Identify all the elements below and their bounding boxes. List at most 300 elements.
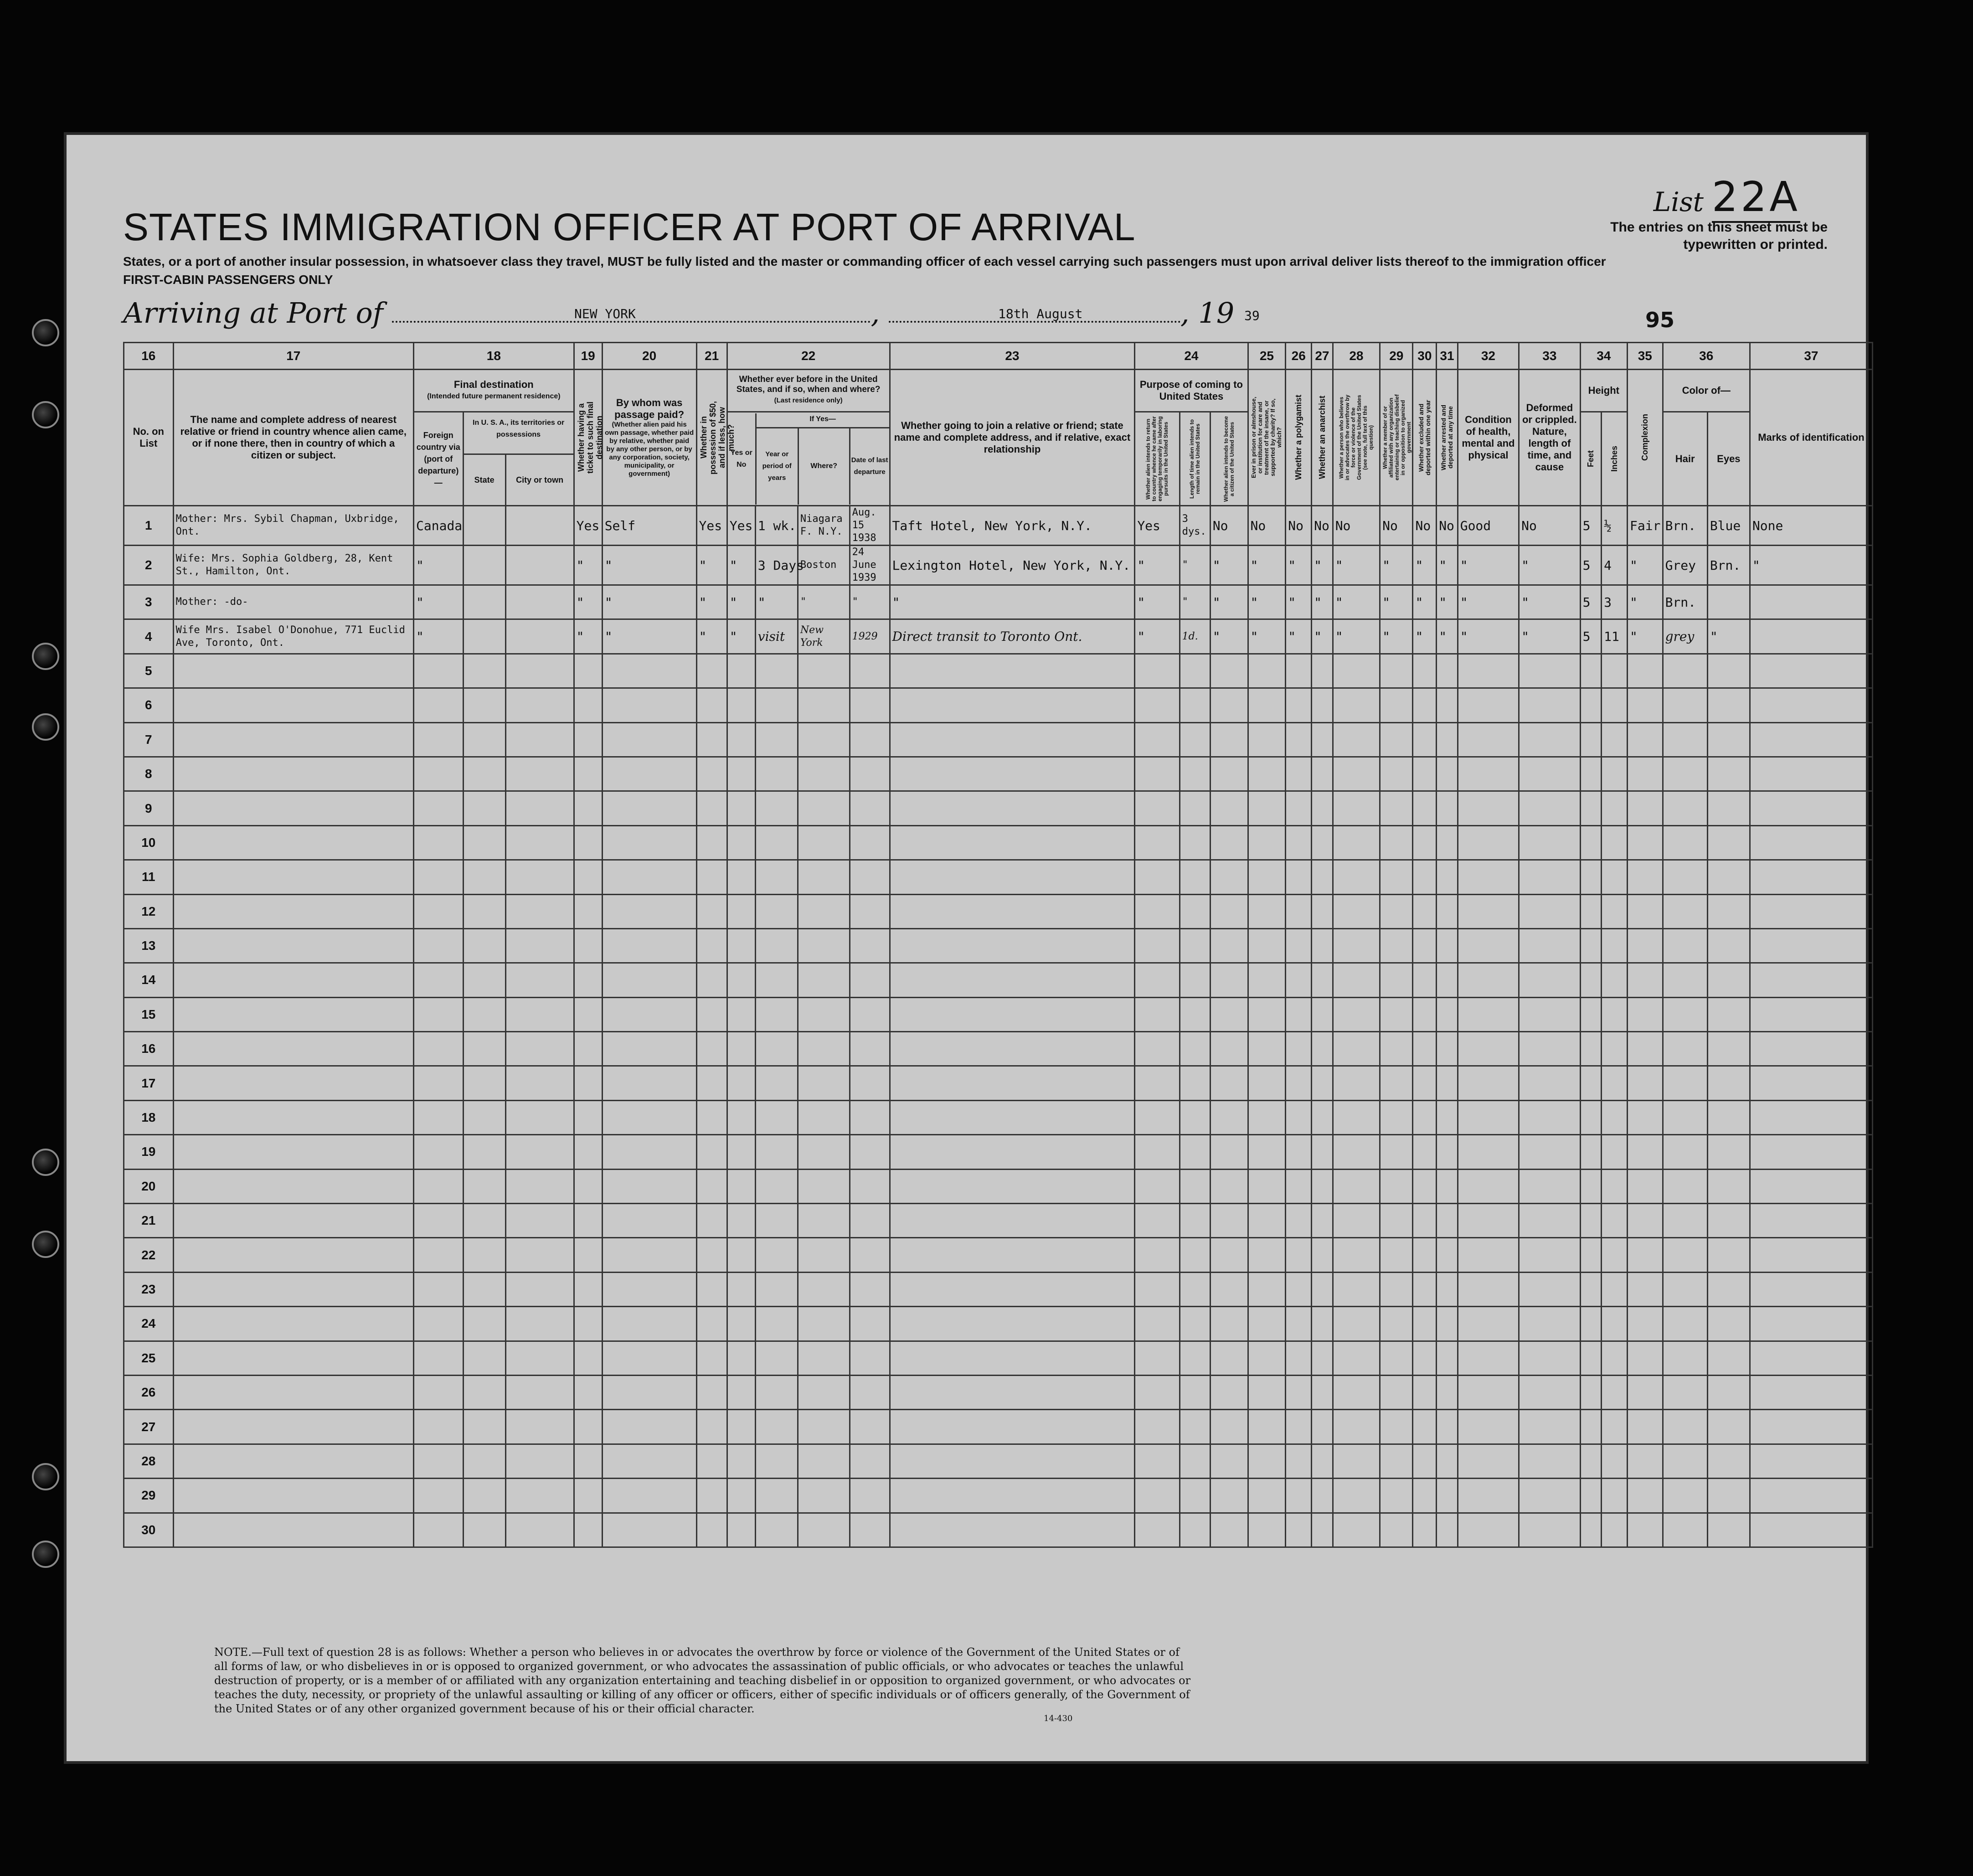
empty-cell [1312, 963, 1333, 997]
cell-state [463, 585, 505, 619]
line-number: 13 [124, 928, 174, 963]
empty-cell [414, 654, 464, 688]
empty-cell [574, 688, 602, 722]
cell-before: " [727, 546, 755, 585]
cell-where: New York [798, 619, 850, 654]
empty-cell [1312, 1272, 1333, 1306]
empty-cell [755, 1513, 798, 1547]
cell-fifty: " [696, 619, 727, 654]
header-color: Color of— [1663, 370, 1750, 412]
empty-cell [1210, 1100, 1248, 1134]
empty-cell [798, 1513, 850, 1547]
header-passage-paid [602, 370, 696, 506]
empty-cell [1413, 928, 1437, 963]
empty-cell [574, 963, 602, 997]
empty-cell [1380, 825, 1413, 860]
empty-cell [1135, 1307, 1180, 1341]
empty-cell [1663, 1204, 1707, 1238]
empty-cell [1707, 1238, 1750, 1272]
empty-cell [463, 928, 505, 963]
empty-cell [414, 894, 464, 928]
empty-cell [1210, 1479, 1248, 1513]
header-question-28: Whether a person who believes in or advocates the overthrow by force or violence of the Government of the United States (see note, full text of this question) [1333, 370, 1380, 506]
empty-cell [1135, 654, 1180, 688]
empty-cell [1333, 860, 1380, 894]
empty-cell [1458, 654, 1519, 688]
empty-cell [890, 1410, 1135, 1444]
cell-inches: 11 [1602, 619, 1628, 654]
empty-cell [1248, 1135, 1286, 1169]
table-row [124, 1513, 1873, 1547]
empty-cell [1286, 757, 1312, 791]
empty-cell [1602, 825, 1628, 860]
empty-cell [173, 1100, 413, 1134]
empty-cell [1135, 1272, 1180, 1306]
empty-cell [727, 1479, 755, 1513]
cell-marks [1750, 585, 1872, 619]
cell-city [505, 619, 574, 654]
empty-cell [890, 1032, 1135, 1066]
empty-cell [1628, 1169, 1663, 1203]
cell-inches: 3 [1602, 585, 1628, 619]
empty-cell [1663, 1341, 1707, 1375]
empty-cell [1135, 1410, 1180, 1444]
empty-cell [1663, 860, 1707, 894]
line-number: 12 [124, 894, 174, 928]
empty-cell [1333, 1513, 1380, 1547]
empty-cell [1602, 1444, 1628, 1478]
empty-cell [850, 997, 890, 1031]
empty-cell [1437, 722, 1458, 757]
cell-citizen: " [1210, 619, 1248, 654]
empty-cell [1180, 654, 1210, 688]
empty-cell [850, 1169, 890, 1203]
empty-cell [463, 1307, 505, 1341]
empty-cell [1180, 928, 1210, 963]
empty-cell [1519, 928, 1580, 963]
empty-cell [1380, 1341, 1413, 1375]
empty-cell [798, 1341, 850, 1375]
empty-cell [890, 963, 1135, 997]
empty-cell [755, 1032, 798, 1066]
empty-cell [1602, 1375, 1628, 1409]
empty-cell [1663, 1513, 1707, 1547]
empty-cell [1413, 1410, 1437, 1444]
empty-cell [1333, 1135, 1380, 1169]
empty-cell [1663, 1238, 1707, 1272]
empty-cell [1380, 1410, 1413, 1444]
empty-cell [1437, 1375, 1458, 1409]
empty-cell [1210, 1307, 1248, 1341]
cell-paid: " [602, 619, 696, 654]
empty-cell [1707, 997, 1750, 1031]
empty-cell [1413, 1444, 1437, 1478]
line-number: 29 [124, 1479, 174, 1513]
empty-cell [850, 791, 890, 825]
empty-cell [1135, 1479, 1180, 1513]
cell-foreign: " [414, 619, 464, 654]
empty-cell [1210, 1204, 1248, 1238]
col-num-16: 16 [124, 343, 174, 370]
empty-cell [1333, 1169, 1380, 1203]
empty-cell [173, 757, 413, 791]
empty-cell [414, 1066, 464, 1100]
empty-cell [696, 1238, 727, 1272]
empty-cell [1750, 928, 1872, 963]
line-number: 5 [124, 654, 174, 688]
cell-paid: " [602, 585, 696, 619]
empty-cell [1135, 1375, 1180, 1409]
empty-cell [696, 1135, 727, 1169]
empty-cell [1413, 860, 1437, 894]
empty-cell [890, 654, 1135, 688]
empty-cell [463, 963, 505, 997]
empty-cell [505, 1513, 574, 1547]
header-purpose: Purpose of coming to United States [1135, 370, 1248, 412]
empty-cell [755, 757, 798, 791]
empty-cell [505, 1444, 574, 1478]
line-number: 15 [124, 997, 174, 1031]
cell-foreign: " [414, 546, 464, 585]
line-number: 3 [124, 585, 174, 619]
empty-cell [505, 1204, 574, 1238]
cell-period: " [755, 585, 798, 619]
empty-cell [1602, 963, 1628, 997]
cell-polyg: " [1286, 619, 1312, 654]
empty-cell [1458, 1169, 1519, 1203]
empty-cell [1663, 963, 1707, 997]
empty-cell [1286, 894, 1312, 928]
punch-hole [32, 401, 59, 428]
cell-period: 1 wk. [755, 506, 798, 546]
empty-cell [1380, 654, 1413, 688]
empty-cell [1437, 1479, 1458, 1513]
punch-hole [32, 319, 59, 346]
empty-cell [505, 1410, 574, 1444]
empty-cell [696, 1375, 727, 1409]
empty-cell [1628, 791, 1663, 825]
empty-cell [602, 860, 696, 894]
empty-cell [1663, 791, 1707, 825]
empty-cell [755, 1444, 798, 1478]
form-number: 14-430 [1044, 1714, 1073, 1723]
cell-q30: " [1413, 585, 1437, 619]
empty-cell [1210, 1032, 1248, 1066]
empty-cell [173, 1307, 413, 1341]
cell-hair: grey [1663, 619, 1707, 654]
empty-cell [1580, 1479, 1602, 1513]
empty-cell [463, 1169, 505, 1203]
empty-cell [1750, 997, 1872, 1031]
empty-cell [1519, 757, 1580, 791]
empty-cell [1180, 1135, 1210, 1169]
empty-cell [1580, 825, 1602, 860]
empty-cell [1180, 1066, 1210, 1100]
header-eyes: Eyes [1707, 412, 1750, 506]
cell-city [505, 506, 574, 546]
empty-cell [574, 791, 602, 825]
empty-cell [1437, 1341, 1458, 1375]
empty-cell [696, 757, 727, 791]
empty-cell [1380, 1479, 1413, 1513]
empty-cell [1180, 997, 1210, 1031]
empty-cell [755, 1341, 798, 1375]
empty-cell [850, 654, 890, 688]
empty-cell [602, 1272, 696, 1306]
empty-cell [850, 1410, 890, 1444]
empty-cell [1437, 894, 1458, 928]
empty-cell [1750, 1169, 1872, 1203]
empty-cell [1413, 1169, 1437, 1203]
cell-complexion: " [1628, 619, 1663, 654]
empty-cell [1135, 1513, 1180, 1547]
empty-cell [173, 722, 413, 757]
table-row [124, 1066, 1873, 1100]
cell-ticket: " [574, 619, 602, 654]
empty-cell [890, 997, 1135, 1031]
cell-period: visit [755, 619, 798, 654]
table-row [124, 1100, 1873, 1134]
empty-cell [602, 1238, 696, 1272]
empty-cell [727, 1375, 755, 1409]
empty-cell [1210, 1513, 1248, 1547]
empty-cell [463, 654, 505, 688]
empty-cell [890, 791, 1135, 825]
empty-cell [1628, 997, 1663, 1031]
empty-cell [1519, 1272, 1580, 1306]
col-num-25: 25 [1248, 343, 1286, 370]
empty-cell [463, 1204, 505, 1238]
cell-deformed: " [1519, 546, 1580, 585]
empty-cell [1286, 722, 1312, 757]
ever-before-label: Whether ever before in the United States, and if so, when and where? [736, 375, 881, 394]
empty-cell [602, 1169, 696, 1203]
cell-fifty: " [696, 585, 727, 619]
header-foreign-country: Foreign country via (port of departure)— [414, 412, 464, 506]
cell-anarch: " [1312, 546, 1333, 585]
empty-cell [1333, 1479, 1380, 1513]
empty-cell [1458, 928, 1519, 963]
empty-cell [1333, 654, 1380, 688]
empty-cell [414, 1204, 464, 1238]
empty-cell [1248, 688, 1286, 722]
empty-cell [1248, 654, 1286, 688]
empty-cell [1312, 722, 1333, 757]
empty-cell [1248, 757, 1286, 791]
empty-cell [414, 791, 464, 825]
empty-cell [1413, 963, 1437, 997]
empty-cell [798, 1375, 850, 1409]
empty-cell [1312, 928, 1333, 963]
empty-cell [1413, 1032, 1437, 1066]
table-row [124, 757, 1873, 791]
header-feet: Feet [1580, 412, 1602, 506]
empty-cell [1180, 1444, 1210, 1478]
cell-join: Taft Hotel, New York, N.Y. [890, 506, 1135, 546]
empty-cell [173, 963, 413, 997]
empty-cell [173, 1135, 413, 1169]
final-destination-label: Final destination [453, 379, 534, 390]
empty-cell [1750, 1479, 1872, 1513]
table-row [124, 619, 1873, 654]
empty-cell [850, 1204, 890, 1238]
empty-cell [755, 1238, 798, 1272]
empty-cell [1602, 757, 1628, 791]
cell-where: " [798, 585, 850, 619]
cell-citizen: " [1210, 546, 1248, 585]
cell-complexion: Fair [1628, 506, 1663, 546]
empty-cell [1135, 860, 1180, 894]
empty-cell [1248, 1341, 1286, 1375]
header-where: Where? [799, 428, 850, 505]
empty-cell [463, 1410, 505, 1444]
empty-cell [1628, 1100, 1663, 1134]
empty-cell [1707, 722, 1750, 757]
empty-cell [1437, 963, 1458, 997]
empty-cell [1413, 894, 1437, 928]
empty-cell [798, 1238, 850, 1272]
empty-cell [727, 1169, 755, 1203]
cell-relative: Mother: -do- [173, 585, 413, 619]
col-num-33: 33 [1519, 343, 1580, 370]
cell-polyg: " [1286, 585, 1312, 619]
list-label-text: List [1653, 186, 1704, 217]
empty-cell [890, 825, 1135, 860]
empty-cell [1519, 1513, 1580, 1547]
empty-cell [1750, 688, 1872, 722]
cell-polyg: No [1286, 506, 1312, 546]
empty-cell [1135, 1135, 1180, 1169]
empty-cell [1333, 1410, 1380, 1444]
empty-cell [1519, 791, 1580, 825]
empty-cell [1286, 1375, 1312, 1409]
empty-cell [1750, 894, 1872, 928]
empty-cell [1210, 791, 1248, 825]
entry-instructions: The entries on this sheet must be typewritten or printed. [1610, 220, 1828, 252]
empty-cell [463, 1272, 505, 1306]
empty-cell [755, 688, 798, 722]
cell-marks: " [1750, 546, 1872, 585]
empty-cell [1380, 1066, 1413, 1100]
empty-cell [1333, 1100, 1380, 1134]
empty-cell [850, 1066, 890, 1100]
header-length-stay: Length of time alien intends to remain in the United States [1180, 412, 1210, 506]
cell-period: 3 Days [755, 546, 798, 585]
empty-cell [1628, 688, 1663, 722]
empty-cell [602, 1066, 696, 1100]
empty-cell [1380, 860, 1413, 894]
empty-cell [1707, 928, 1750, 963]
empty-cell [463, 1066, 505, 1100]
empty-cell [1750, 1375, 1872, 1409]
empty-cell [798, 963, 850, 997]
empty-cell [574, 894, 602, 928]
column-number-row [124, 343, 1873, 370]
empty-cell [1333, 1375, 1380, 1409]
header-complexion: Complexion [1628, 370, 1663, 506]
empty-cell [1135, 1204, 1180, 1238]
empty-cell [1248, 1100, 1286, 1134]
question-28-note: NOTE.—Full text of question 28 is as follows: Whether a person who believes in or advocates the overthrow by force or violence of the Government of the United States or of all forms of law, or who disbelieves in or is opposed to organized government, or who advocates the assassination of public officials, or who advocates or teaches the unlawful destruction of property, or is a member of or affiliated with any organization entertaining and teaching disbelief in or opposition to organized government, or who advocates or teaches the duty, necessity, or propriety of the unlawful assaulting or killing of any officer or officers, either of specific individuals or of officers generally, of the Government of the United States or of any other organized government because of his or their official character. [214, 1646, 1191, 1715]
empty-cell [602, 722, 696, 757]
cell-q31: No [1437, 506, 1458, 546]
empty-cell [1602, 928, 1628, 963]
cell-q29: " [1380, 546, 1413, 585]
table-row [124, 791, 1873, 825]
empty-cell [1458, 1066, 1519, 1100]
punch-hole [32, 1541, 59, 1568]
empty-cell [1663, 1479, 1707, 1513]
empty-cell [798, 1204, 850, 1238]
empty-cell [173, 1513, 413, 1547]
empty-cell [1580, 928, 1602, 963]
empty-cell [1312, 997, 1333, 1031]
line-number: 25 [124, 1341, 174, 1375]
empty-cell [1333, 963, 1380, 997]
empty-cell [602, 1410, 696, 1444]
cell-prison: " [1248, 546, 1286, 585]
col-num-18: 18 [414, 343, 574, 370]
empty-cell [727, 1513, 755, 1547]
header-final-destination [414, 370, 574, 412]
empty-cell [1248, 1032, 1286, 1066]
header-state: State [464, 455, 506, 505]
empty-cell [574, 1513, 602, 1547]
cell-join: " [890, 585, 1135, 619]
empty-cell [463, 1341, 505, 1375]
empty-cell [1248, 928, 1286, 963]
empty-cell [755, 963, 798, 997]
empty-cell [505, 1479, 574, 1513]
empty-cell [850, 963, 890, 997]
empty-cell [798, 722, 850, 757]
punch-hole [32, 713, 59, 741]
empty-cell [1437, 997, 1458, 1031]
empty-cell [505, 997, 574, 1031]
empty-cell [1458, 1410, 1519, 1444]
empty-cell [602, 1032, 696, 1066]
empty-cell [798, 1100, 850, 1134]
empty-cell [1180, 1341, 1210, 1375]
empty-cell [1333, 894, 1380, 928]
cell-city [505, 585, 574, 619]
empty-cell [727, 1410, 755, 1444]
empty-cell [1333, 688, 1380, 722]
empty-cell [602, 1100, 696, 1134]
empty-cell [414, 963, 464, 997]
empty-cell [727, 825, 755, 860]
header-period: Year or period of years [757, 428, 799, 505]
empty-cell [1135, 1066, 1180, 1100]
cell-health: " [1458, 619, 1519, 654]
empty-cell [1286, 963, 1312, 997]
empty-cell [696, 1066, 727, 1100]
empty-cell [1707, 1032, 1750, 1066]
cell-feet: 5 [1580, 546, 1602, 585]
empty-cell [1458, 1307, 1519, 1341]
empty-cell [1135, 757, 1180, 791]
empty-cell [1628, 825, 1663, 860]
cell-complexion: " [1628, 585, 1663, 619]
empty-cell [1380, 1100, 1413, 1134]
empty-cell [1663, 1307, 1707, 1341]
empty-cell [602, 791, 696, 825]
cell-relative: Mother: Mrs. Sybil Chapman, Uxbridge, Ont. [173, 506, 413, 546]
empty-cell [1750, 1341, 1872, 1375]
cell-length: 1d. [1180, 619, 1210, 654]
header-inches: Inches [1602, 412, 1628, 506]
empty-cell [850, 722, 890, 757]
